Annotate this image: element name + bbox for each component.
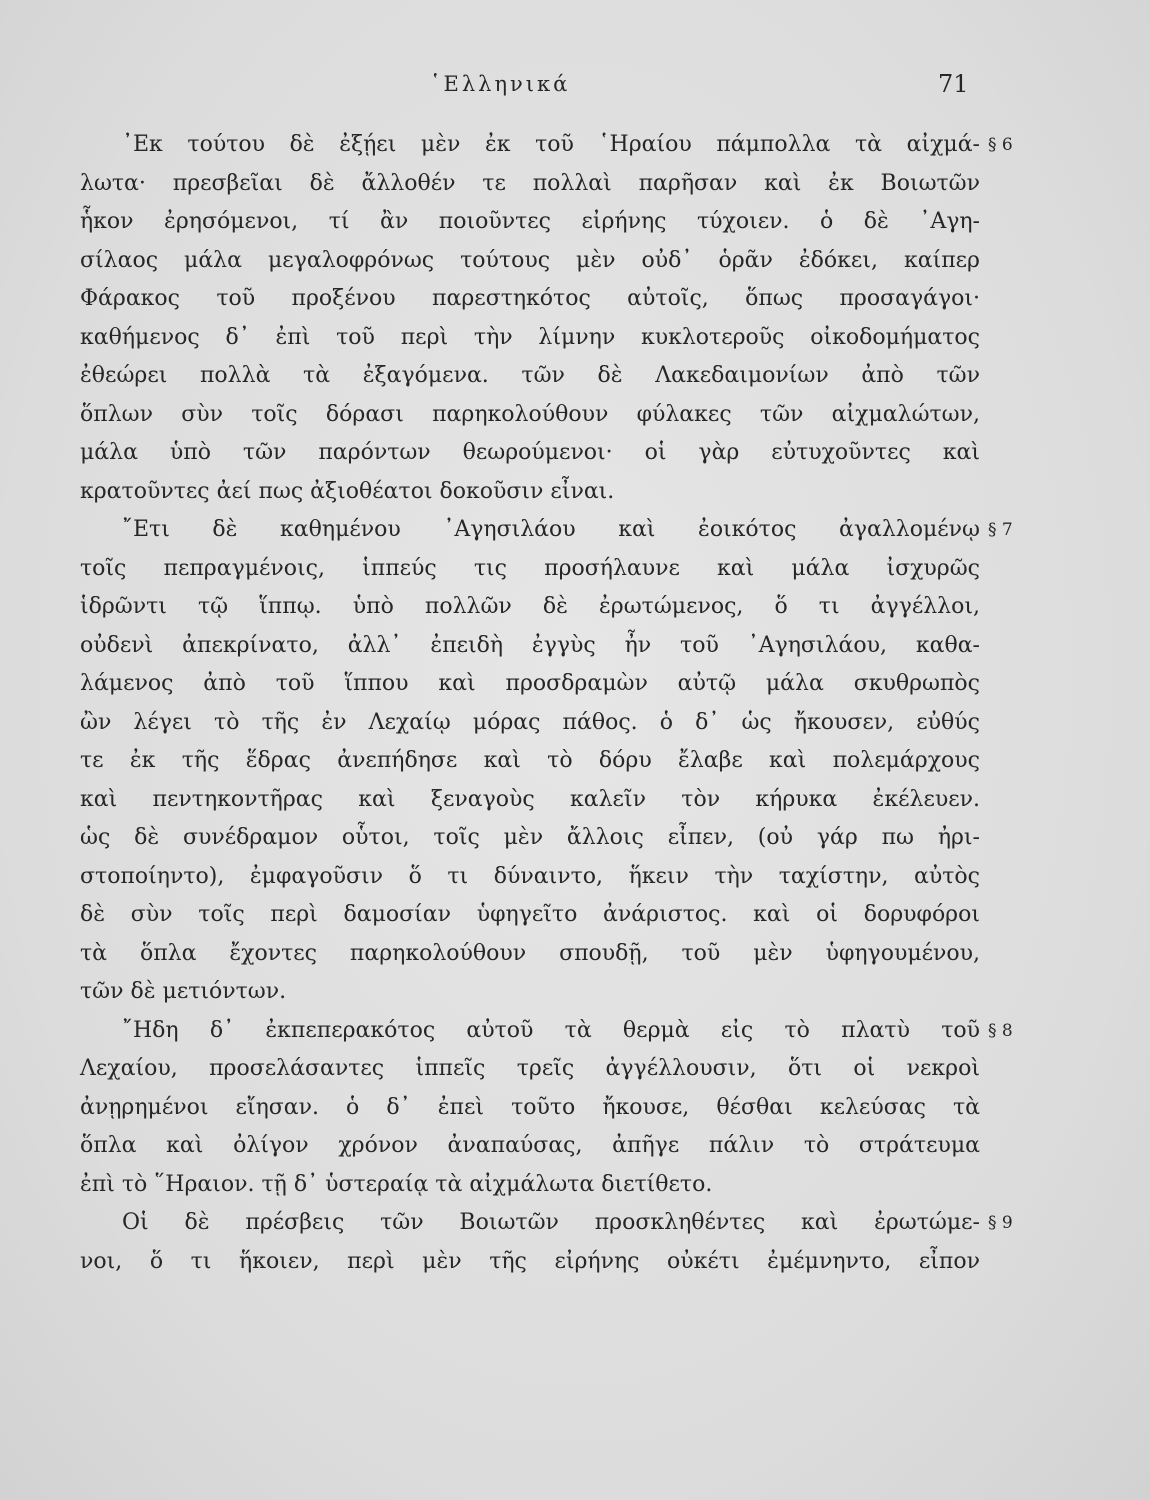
text-line: ὡς δὲ συνέδραμον οὗτοι, τοῖς μὲν ἄλλοις εἶπεν, (οὐ γάρ πω ἠρι- bbox=[80, 825, 980, 850]
text-line: στοποίηντο), ἐμφαγοῦσιν ὅ τι δύναιντο, ἥκειν τὴν ταχίστην, αὐτὸς bbox=[80, 863, 980, 889]
text-line: ἧκον ἐρησόμενοι, τί ἂν ποιοῦντες εἰρήνης τύχοιεν. ὁ δὲ ᾿Αγη- bbox=[80, 209, 980, 234]
section-mark: § 7 bbox=[988, 520, 1013, 540]
text-line: κρατοῦντες ἀεί πως ἀξιοθέατοι δοκοῦσιν εἶναι. bbox=[80, 478, 615, 504]
text-line: ὅπλα καὶ ὀλίγον χρόνον ἀναπαύσας, ἀπῆγε πάλιν τὸ στράτευμα bbox=[80, 1133, 980, 1158]
text-line: τοῖς πεπραγμένοις, ἱππεύς τις προσήλαυνε καὶ μάλα ἰσχυρῶς bbox=[80, 555, 980, 581]
text-line: ἐπὶ τὸ ῞Ηραιον. τῇ δ᾿ ὑστεραίᾳ τὰ αἰχμάλωτα διετίθετο. bbox=[80, 1171, 713, 1197]
running-head bbox=[0, 72, 1150, 104]
section-mark: § 8 bbox=[988, 1020, 1013, 1041]
text-line: Φάρακος τοῦ προξένου παρεστηκότος αὐτοῖς, ὅπως προσαγάγοι· bbox=[80, 286, 980, 311]
text-line: τε ἐκ τῆς ἕδρας ἀνεπήδησε καὶ τὸ δόρυ ἔλαβε καὶ πολεμάρχους bbox=[80, 748, 980, 773]
text-line: σίλαος μάλα μεγαλοφρόνως τούτους μὲν οὐδ᾿ ὁρᾶν ἐδόκει, καίπερ bbox=[80, 247, 980, 273]
text-line: μάλα ὑπὸ τῶν παρόντων θεωρούμενοι· οἱ γὰρ εὐτυχοῦντες καὶ bbox=[80, 440, 980, 465]
text-line: Οἱ δὲ πρέσβεις τῶν Βοιωτῶν προσκληθέντες καὶ ἐρωτώμε- bbox=[122, 1210, 980, 1235]
text-line: ᾿Εκ τούτου δὲ ἐξῄει μὲν ἐκ τοῦ ῾Ηραίου πάμπολλα τὰ αἰχμά- bbox=[122, 132, 980, 157]
text-line: ἐθεώρει πολλὰ τὰ ἐξαγόμενα. τῶν δὲ Λακεδαιμονίων ἀπὸ τῶν bbox=[80, 363, 980, 388]
text-line: νοι, ὅ τι ἥκοιεν, περὶ μὲν τῆς εἰρήνης οὐκέτι ἐμέμνηντο, εἶπον bbox=[80, 1248, 980, 1274]
text-line: τῶν δὲ μετιόντων. bbox=[80, 979, 287, 1004]
body-text bbox=[80, 126, 980, 1281]
text-line: ῎Ηδη δ᾿ ἐκπεπερακότος αὐτοῦ τὰ θερμὰ εἰς τὸ πλατὺ τοῦ bbox=[122, 1017, 980, 1043]
text-line: οὐδενὶ ἀπεκρίνατο, ἀλλ᾿ ἐπειδὴ ἐγγὺς ἦν τοῦ ᾿Αγησιλάου, καθα- bbox=[80, 632, 980, 658]
page-number: 71 bbox=[938, 70, 969, 98]
text-line: καθήμενος δ᾿ ἐπὶ τοῦ περὶ τὴν λίμνην κυκλοτεροῦς οἰκοδομήματος bbox=[80, 324, 980, 350]
text-line: λωτα· πρεσβεῖαι δὲ ἄλλοθέν τε πολλαὶ παρῆσαν καὶ ἐκ Βοιωτῶν bbox=[80, 170, 980, 196]
text-line: ῎Ετι δὲ καθημένου ᾿Αγησιλάου καὶ ἐοικότος ἀγαλλομένῳ bbox=[122, 517, 980, 542]
text-line: ὅπλων σὺν τοῖς δόρασι παρηκολούθουν φύλακες τῶν αἰχμαλώτων, bbox=[80, 401, 980, 427]
running-title: ῾Ελληνικά bbox=[430, 72, 571, 96]
text-line: ὢν λέγει τὸ τῆς ἐν Λεχαίῳ μόρας πάθος. ὁ δ᾿ ὡς ἤκουσεν, εὐθύς bbox=[80, 709, 980, 735]
text-line: τὰ ὅπλα ἔχοντες παρηκολούθουν σπουδῇ, τοῦ μὲν ὑφηγουμένου, bbox=[80, 940, 980, 966]
section-mark: § 9 bbox=[988, 1213, 1013, 1233]
text-line: ἱδρῶντι τῷ ἵππῳ. ὑπὸ πολλῶν δὲ ἐρωτώμενος, ὅ τι ἀγγέλλοι, bbox=[80, 594, 980, 619]
text-line: καὶ πεντηκοντῆρας καὶ ξεναγοὺς καλεῖν τὸν κήρυκα ἐκέλευεν. bbox=[80, 786, 980, 812]
text-line: δὲ σὺν τοῖς περὶ δαμοσίαν ὑφηγεῖτο ἀνάριστος. καὶ οἱ δορυφόροι bbox=[80, 902, 980, 927]
text-line: Λεχαίου, προσελάσαντες ἱππεῖς τρεῖς ἀγγέλλουσιν, ὅτι οἱ νεκροὶ bbox=[80, 1056, 980, 1081]
text-line: λάμενος ἀπὸ τοῦ ἵππου καὶ προσδραμὼν αὐτῷ μάλα σκυθρωπὸς bbox=[80, 671, 980, 696]
text-line: ἀνῃρημένοι εἴησαν. ὁ δ᾿ ἐπεὶ τοῦτο ἤκουσε, θέσθαι κελεύσας τὰ bbox=[80, 1094, 980, 1120]
section-mark: § 6 bbox=[988, 135, 1013, 155]
